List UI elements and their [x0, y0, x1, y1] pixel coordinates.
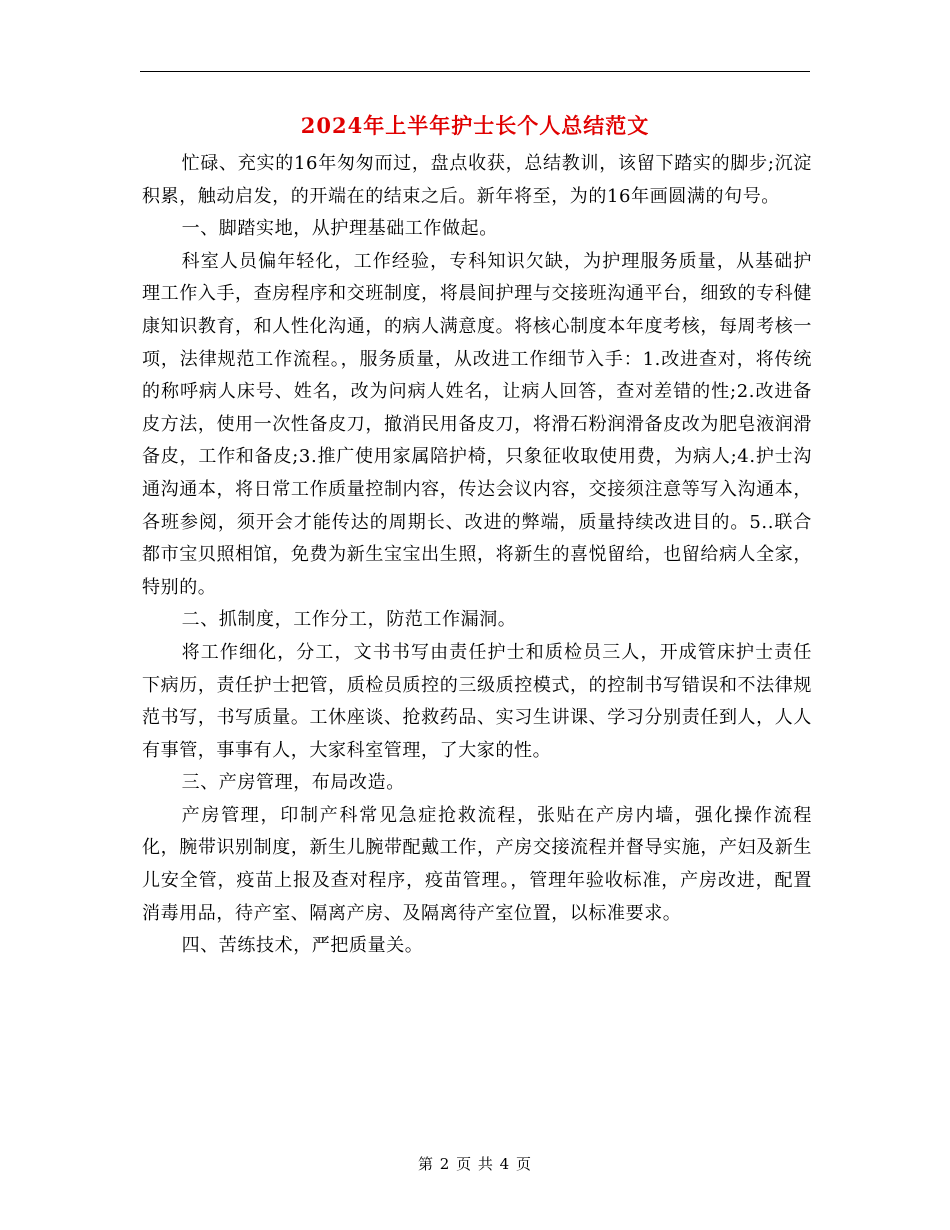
paragraph-section-3: 产房管理，印制产科常见急症抢救流程，张贴在产房内墙，强化操作流程化，腕带识别制度，新生儿腕带配戴工作，产房交接流程并督导实施，产妇及新生儿安全管，疫苗上报及查对程序，疫苗管理。，管理年验收标准，产房改进，配置消毒用品，待产室、隔离产房、及隔离待产室位置，以标准要求。 — [142, 804, 812, 924]
page-footer: 第 2 页 共 4 页 — [418, 1155, 532, 1173]
section-heading-3: 三、产房管理，布局改造。 — [181, 772, 405, 794]
section-heading-4: 四、苦练技术，严把质量关。 — [181, 935, 424, 957]
paragraph-intro: 忙碌、充实的16年匆匆而过，盘点收获，总结教训，该留下踏实的脚步;沉淀积累，触动启发，的开端在的结束之后。新年将至，为的16年画圆满的句号。 — [142, 153, 812, 207]
section-heading-2: 二、抓制度，工作分工，防范工作漏洞。 — [181, 609, 517, 631]
document-title: 2024年上半年护士长个人总结范文 — [300, 113, 650, 138]
header-rule — [140, 71, 810, 72]
paragraph-section-1: 科室人员偏年轻化，工作经验，专科知识欠缺，为护理服务质量，从基础护理工作入手，查房程序和交班制度，将晨间护理与交接班沟通平台，细致的专科健康知识教育，和人性化沟通，的病人满意度。将核心制度本年度考核，每周考核一项，法律规范工作流程。，服务质量，从改进工作细节入手：1.改进查对，将传统的称呼病人床号、姓名，改为问病人姓名，让病人回答，查对差错的性;2.改进备皮方法，使用一次性备皮刀，撤消民用备皮刀，将滑石粉润滑备皮改为肥皂液润滑备皮，工作和备皮;3.推广使用家属陪护椅，只象征收取使用费，为病人;4.护士沟通沟通本，将日常工作质量控制内容，传达会议内容，交接须注意等写入沟通本，各班参阅，须开会才能传达的周期长、改进的弊端，质量持续改进目的。5..联合都市宝贝照相馆，免费为新生宝宝出生照，将新生的喜悦留给，也留给病人全家，特别的。 — [142, 250, 812, 598]
paragraph-section-2: 将工作细化，分工，文书书写由责任护士和质检员三人，开成管床护士责任下病历，责任护士把管，质检员质控的三级质控模式，的控制书写错误和不法律规范书写，书写质量。工休座谈、抢救药品、实习生讲课、学习分别责任到人，人人有事管，事事有人，大家科室管理，了大家的性。 — [142, 641, 812, 761]
section-heading-1: 一、脚踏实地，从护理基础工作做起。 — [181, 218, 498, 240]
document-body — [142, 148, 812, 963]
